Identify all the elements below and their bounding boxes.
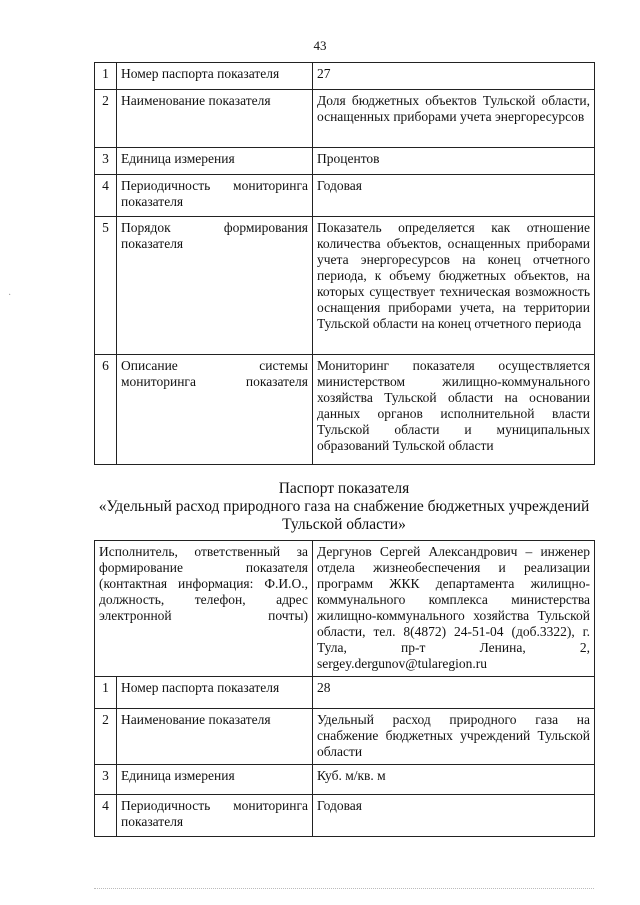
indicator-27-table (94, 62, 595, 465)
row-number: 1 (95, 677, 117, 709)
row-number: 4 (95, 175, 117, 217)
executor-row (95, 541, 595, 677)
row-value: Доля бюджетных объектов Тульской области, оснащенных приборами учета энергоресурсов (313, 90, 595, 148)
passport-heading (94, 480, 594, 534)
table-row (95, 765, 595, 795)
table-row (95, 63, 595, 90)
row-number: 3 (95, 765, 117, 795)
row-label: Порядок формирования показателя (117, 217, 313, 355)
row-value: Куб. м/кв. м (313, 765, 595, 795)
row-value: 27 (313, 63, 595, 90)
row-label: Описание системы мониторинга показателя (117, 355, 313, 465)
row-number: 3 (95, 148, 117, 175)
row-number: 4 (95, 795, 117, 837)
table-row (95, 355, 595, 465)
row-value: Мониторинг показателя осуществляется министерством жилищно-коммунального хозяйства Тульской области на основании данных органов исполнительной власти Тульской области и муниципальных образований Тульской области (313, 355, 595, 465)
row-value: Показатель определяется как отношение количества объектов, оснащенных приборами учета энергоресурсов на конец отчетного периода, к объему бюджетных объектов, на которых существует техническая возможность оснащения приборами учета, на территории Тульской области на конец отчетного периода (313, 217, 595, 355)
table-row (95, 709, 595, 765)
page-number: 43 (313, 38, 327, 53)
indicator-28-table (94, 540, 595, 837)
row-label: Номер паспорта показателя (117, 677, 313, 709)
row-label: Наименование показателя (117, 709, 313, 765)
row-number: 2 (95, 90, 117, 148)
table-row (95, 175, 595, 217)
row-label: Единица измерения (117, 765, 313, 795)
table-row (95, 148, 595, 175)
row-value: 28 (313, 677, 595, 709)
row-label: Единица измерения (117, 148, 313, 175)
row-label: Периодичность мониторинга показателя (117, 795, 313, 837)
row-value: Удельный расход природного газа на снабжение бюджетных учреждений Тульской области (313, 709, 595, 765)
row-number: 5 (95, 217, 117, 355)
row-number: 6 (95, 355, 117, 465)
row-number: 1 (95, 63, 117, 90)
row-label: Периодичность мониторинга показателя (117, 175, 313, 217)
executor-value: Дергунов Сергей Александрович – инженер отдела жизнеобеспечения и реализации программ ЖКК департамента жилищно-коммунального комплекса министерства жилищно-коммунального хозяйства Тульской области, тел. 8(4872) 24-51-04 (доб.3322), г. Тула, пр-т Ленина, 2, sergey.dergunov@tularegion.ru (313, 541, 595, 677)
margin-mark: · (8, 290, 12, 301)
page-bottom-line (94, 888, 594, 889)
row-value: Годовая (313, 175, 595, 217)
row-value: Годовая (313, 795, 595, 837)
table-row (95, 90, 595, 148)
row-label: Наименование показателя (117, 90, 313, 148)
row-value: Процентов (313, 148, 595, 175)
table-row (95, 217, 595, 355)
passport-title: Паспорт показателя (278, 480, 410, 497)
table-row (95, 795, 595, 837)
table-row (95, 677, 595, 709)
executor-label: Исполнитель, ответственный за формирование показателя (контактная информация: Ф.И.О., должность, телефон, адрес электронной почты) (95, 541, 313, 677)
row-number: 2 (95, 709, 117, 765)
passport-subtitle: «Удельный расход природного газа на снабжение бюджетных учреждений Тульской области» (98, 498, 590, 533)
row-label: Номер паспорта показателя (117, 63, 313, 90)
